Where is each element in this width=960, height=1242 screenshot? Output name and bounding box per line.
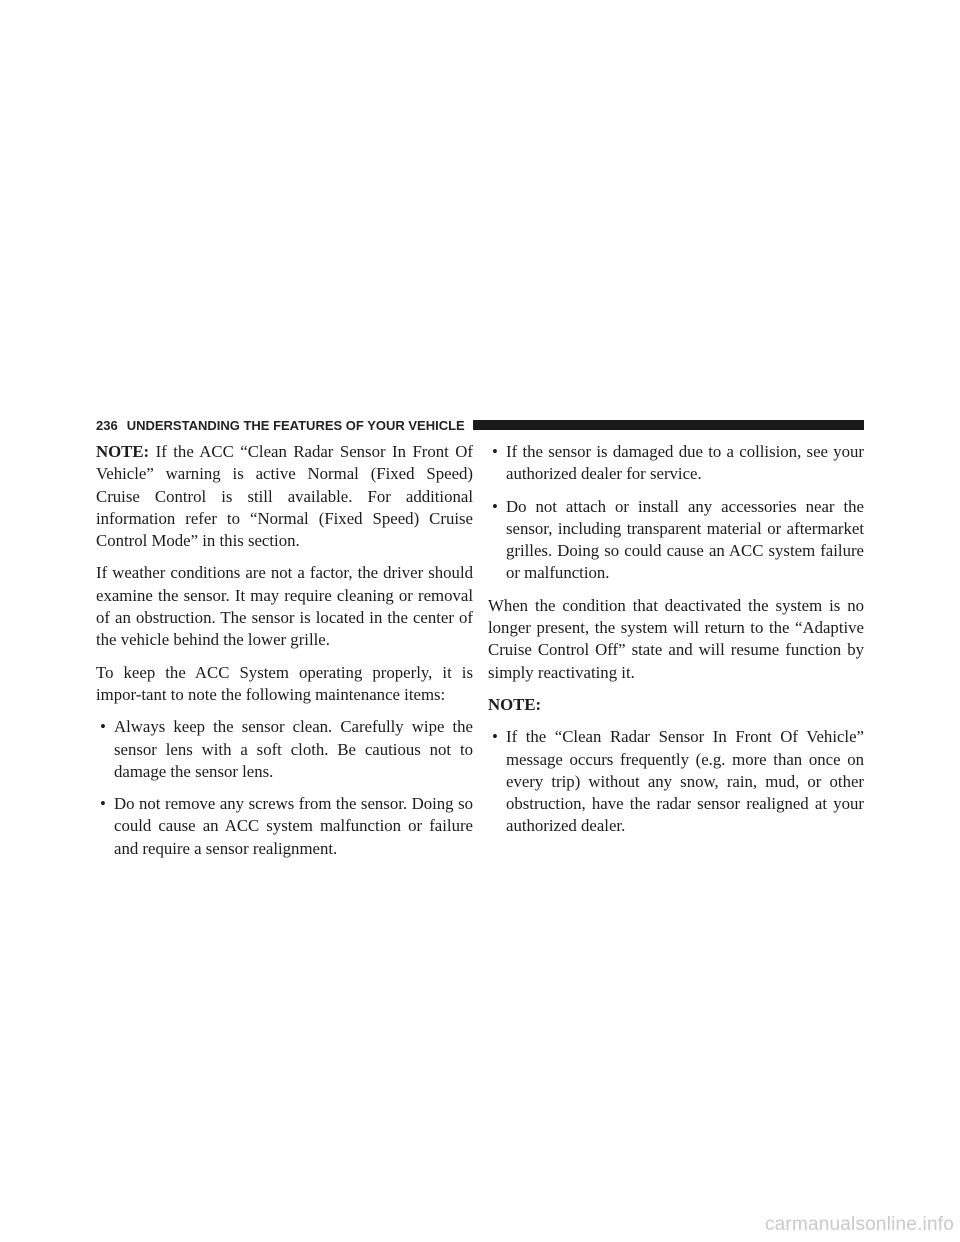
list-item-text: Always keep the sensor clean. Carefully wipe the sensor lens with a soft cloth. Be cautious not to damage the sensor lens.	[114, 717, 473, 781]
note-text: If the ACC “Clean Radar Sensor In Front Of Vehicle” warning is active Normal (Fixed Speed) Cruise Control is still available. For additional information refer to “Normal (Fixed Speed) Cruise Control Mode” in this section.	[96, 442, 473, 551]
maintenance-list-continued	[488, 441, 864, 585]
bullet-icon: •	[492, 727, 498, 747]
list-item	[96, 716, 473, 783]
note-label: NOTE:	[96, 442, 150, 461]
list-item-text: If the “Clean Radar Sensor In Front Of Vehicle” message occurs frequently (e.g. more than once on every trip) without any snow, rain, mud, or other obstruction, have the radar sensor realigned at your authorized dealer.	[506, 727, 864, 836]
bullet-icon: •	[492, 496, 498, 516]
note-list	[488, 726, 864, 837]
left-column	[96, 441, 473, 870]
list-item	[488, 726, 864, 837]
list-item	[488, 496, 864, 585]
page-number: 236	[96, 417, 118, 433]
list-item-text: Do not attach or install any accessories near the sensor, including transparent material or aftermarket grilles. Doing so could cause an ACC system failure or malfunction.	[506, 496, 864, 583]
body-paragraph: When the condition that deactivated the system is no longer present, the system will return to the “Adaptive Cruise Control Off” state and will resume function by simply reactivating it.	[488, 595, 864, 682]
note-paragraph	[96, 441, 473, 552]
list-item-text: If the sensor is damaged due to a collision, see your authorized dealer for service.	[506, 442, 864, 484]
list-item	[488, 441, 864, 486]
section-title: UNDERSTANDING THE FEATURES OF YOUR VEHICLE	[126, 417, 465, 433]
list-item	[96, 793, 473, 860]
bullet-icon: •	[100, 717, 106, 737]
watermark-text: carmanualsonline.info	[764, 1214, 954, 1235]
body-paragraph: If weather conditions are not a factor, the driver should examine the sensor. It may require cleaning or removal of an obstruction. The sensor is located in the center of the vehicle behind the lower grille.	[96, 563, 473, 650]
bullet-icon: •	[100, 794, 106, 814]
note-heading: NOTE:	[488, 694, 542, 714]
bullet-icon: •	[492, 442, 498, 461]
right-column	[488, 441, 864, 848]
list-item-text: Do not remove any screws from the sensor. Doing so could cause an ACC system malfunction or failure and require a sensor realignment.	[114, 794, 473, 858]
body-paragraph: To keep the ACC System operating properly, it is impor-tant to note the following maintenance items:	[96, 662, 473, 704]
header-rule	[473, 420, 864, 430]
page-header	[96, 416, 864, 434]
maintenance-list	[96, 716, 473, 860]
